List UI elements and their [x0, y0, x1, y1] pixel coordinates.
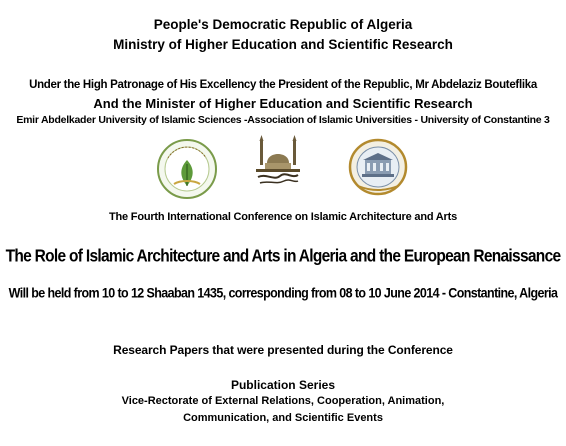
university-constantine-3-logo	[348, 138, 408, 196]
publisher-line-1: Vice-Rectorate of External Relations, Cooperation, Animation,	[121, 395, 445, 407]
minister-line: And the Minister of Higher Education and Scientific Research	[93, 96, 473, 111]
publication-series-heading: Publication Series	[230, 378, 336, 392]
publisher-line-2: Communication, and Scientific Events	[183, 412, 383, 424]
emir-abdelkader-university-logo	[156, 138, 218, 200]
patronage-line: Under the High Patronage of His Excellency the President of the Republic, Mr Abdelaziz Bouteflika	[29, 79, 537, 91]
ministry-name: Ministry of Higher Education and Scientific Research	[113, 37, 453, 52]
conference-dates: Will be held from 10 to 12 Shaaban 1435, corresponding from 08 to 10 June 2014 - Constantine, Algeria	[8, 285, 558, 301]
conference-subtitle: The Fourth International Conference on Islamic Architecture and Arts	[108, 211, 458, 223]
organizers-line: Emir Abdelkader University of Islamic Sciences -Association of Islamic Universities - University of Constantine 3	[16, 114, 550, 126]
country-name: People's Democratic Republic of Algeria	[153, 17, 413, 32]
association-islamic-universities-logo	[250, 133, 306, 187]
conference-title: The Role of Islamic Architecture and Arts in Algeria and the European Renaissance	[5, 246, 561, 267]
research-papers-note: Research Papers that were presented during the Conference	[113, 343, 453, 357]
